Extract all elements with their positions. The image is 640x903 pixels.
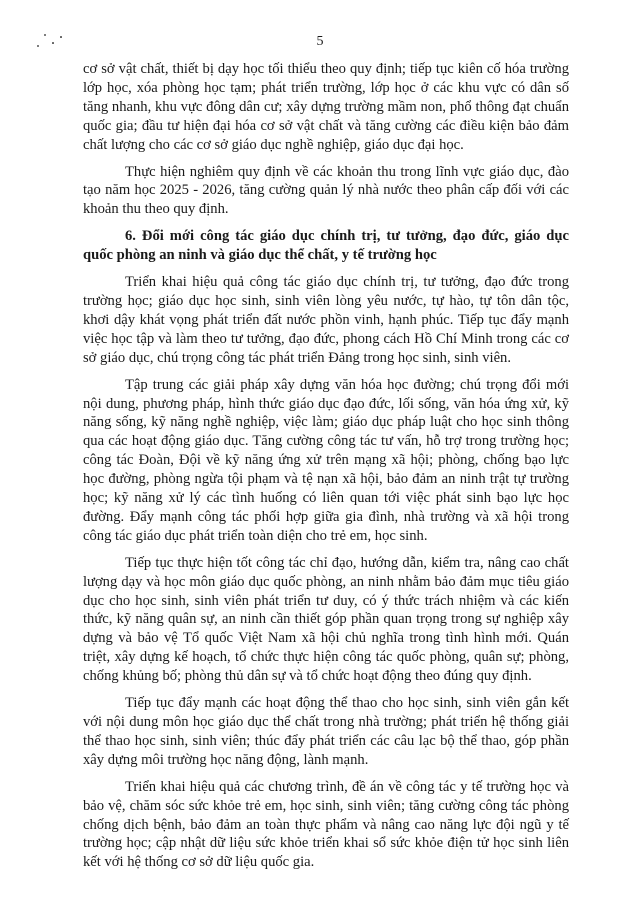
- paragraph: cơ sở vật chất, thiết bị dạy học tối thiểu theo quy định; tiếp tục kiên cố hóa trường lớp học, xóa phòng học tạm; phát triển trường, lớp học ở các khu vực có dân số tăng nhanh, khu vực đông dân cư; xây dựng trường mầm non, phổ thông đạt chuẩn quốc gia; đầu tư hiện đại hóa cơ sở vật chất và tăng cường các điều kiện bảo đảm chất lượng cho các cơ sở giáo dục nghề nghiệp, giáo dục đại học.: [83, 61, 569, 153]
- paragraph: Tập trung các giải pháp xây dựng văn hóa học đường; chú trọng đổi mới nội dung, phương pháp, hình thức giáo dục đạo đức, lối sống, văn hóa ứng xử, kỹ năng sống, kỹ năng nghề nghiệp, việc làm; giáo dục pháp luật cho học sinh thông qua các hoạt động giáo dục. Tăng cường công tác tư vấn, hỗ trợ trong trường học; công tác Đoàn, Đội về kỹ năng ứng xử trên mạng xã hội; phòng, chống bạo lực học đường, phòng ngừa tội phạm và tệ nạn xã hội, bảo đảm an ninh trật tự trường học; kỹ năng xử lý các tình huống có liên quan tới việc phát sinh bạo lực học đường. Đẩy mạnh công tác phối hợp giữa gia đình, nhà trường và xã hội trong công tác giáo dục phát triển toàn diện cho trẻ em, học sinh.: [83, 376, 569, 544]
- document-body: [83, 60, 569, 880]
- page-number: 5: [316, 34, 324, 49]
- paragraph: Thực hiện nghiêm quy định về các khoản thu trong lĩnh vực giáo dục, đào tạo năm học 2025 - 2026, tăng cường quản lý nhà nước theo phân cấp đối với các khoản thu theo quy định.: [83, 163, 569, 218]
- paragraph: Tiếp tục đẩy mạnh các hoạt động thể thao cho học sinh, sinh viên gắn kết với nội dung môn học giáo dục thể chất trong nhà trường; phát triển hệ thống giải thể thao học sinh, sinh viên; thúc đẩy phát triển các câu lạc bộ thể thao, góp phần xây dựng môi trường học năng động, lành mạnh.: [83, 695, 569, 768]
- section-heading: 6. Đổi mới công tác giáo dục chính trị, tư tưởng, đạo đức, giáo dục quốc phòng an ninh và giáo dục thể chất, y tế trường học: [83, 228, 569, 264]
- paragraph: Triển khai hiệu quả công tác giáo dục chính trị, tư tưởng, đạo đức trong trường học; giáo dục học sinh, sinh viên lòng yêu nước, tự hào, tự tôn dân tộc, khơi dậy khát vọng phát triển đất nước phồn vinh, hạnh phúc. Tiếp tục đẩy mạnh việc học tập và làm theo tư tưởng, đạo đức, phong cách Hồ Chí Minh trong các cơ sở giáo dục, chú trọng công tác phát triển Đảng trong học sinh, sinh viên.: [83, 274, 569, 366]
- paragraph: Triển khai hiệu quả các chương trình, đề án về công tác y tế trường học và bảo vệ, chăm sóc sức khỏe trẻ em, học sinh, sinh viên; tăng cường công tác phòng chống dịch bệnh, bảo đảm an toàn thực phẩm và nâng cao năng lực đội ngũ y tế trường học; cập nhật dữ liệu sức khỏe triển khai sổ sức khỏe điện tử học sinh liên kết với hệ thống cơ sở dữ liệu quốc gia.: [83, 778, 569, 871]
- paragraph: Tiếp tục thực hiện tốt công tác chỉ đạo, hướng dẫn, kiểm tra, nâng cao chất lượng dạy và học môn giáo dục quốc phòng, an ninh nhằm bảo đảm mục tiêu giáo dục cho học sinh, sinh viên phát triển tư duy, có ý thức trách nhiệm và các kiến thức, kỹ năng quân sự, an ninh cần thiết góp phần quan trọng trong sự nghiệp xây dựng và bảo vệ Tổ quốc Việt Nam xã hội chủ nghĩa trong tình hình mới. Quán triệt, xây dựng kế hoạch, tổ chức thực hiện công tác quốc phòng, quân sự; phòng, chống khủng bố; phòng thủ dân sự và tổ chức hoạt động theo đúng quy định.: [83, 554, 569, 685]
